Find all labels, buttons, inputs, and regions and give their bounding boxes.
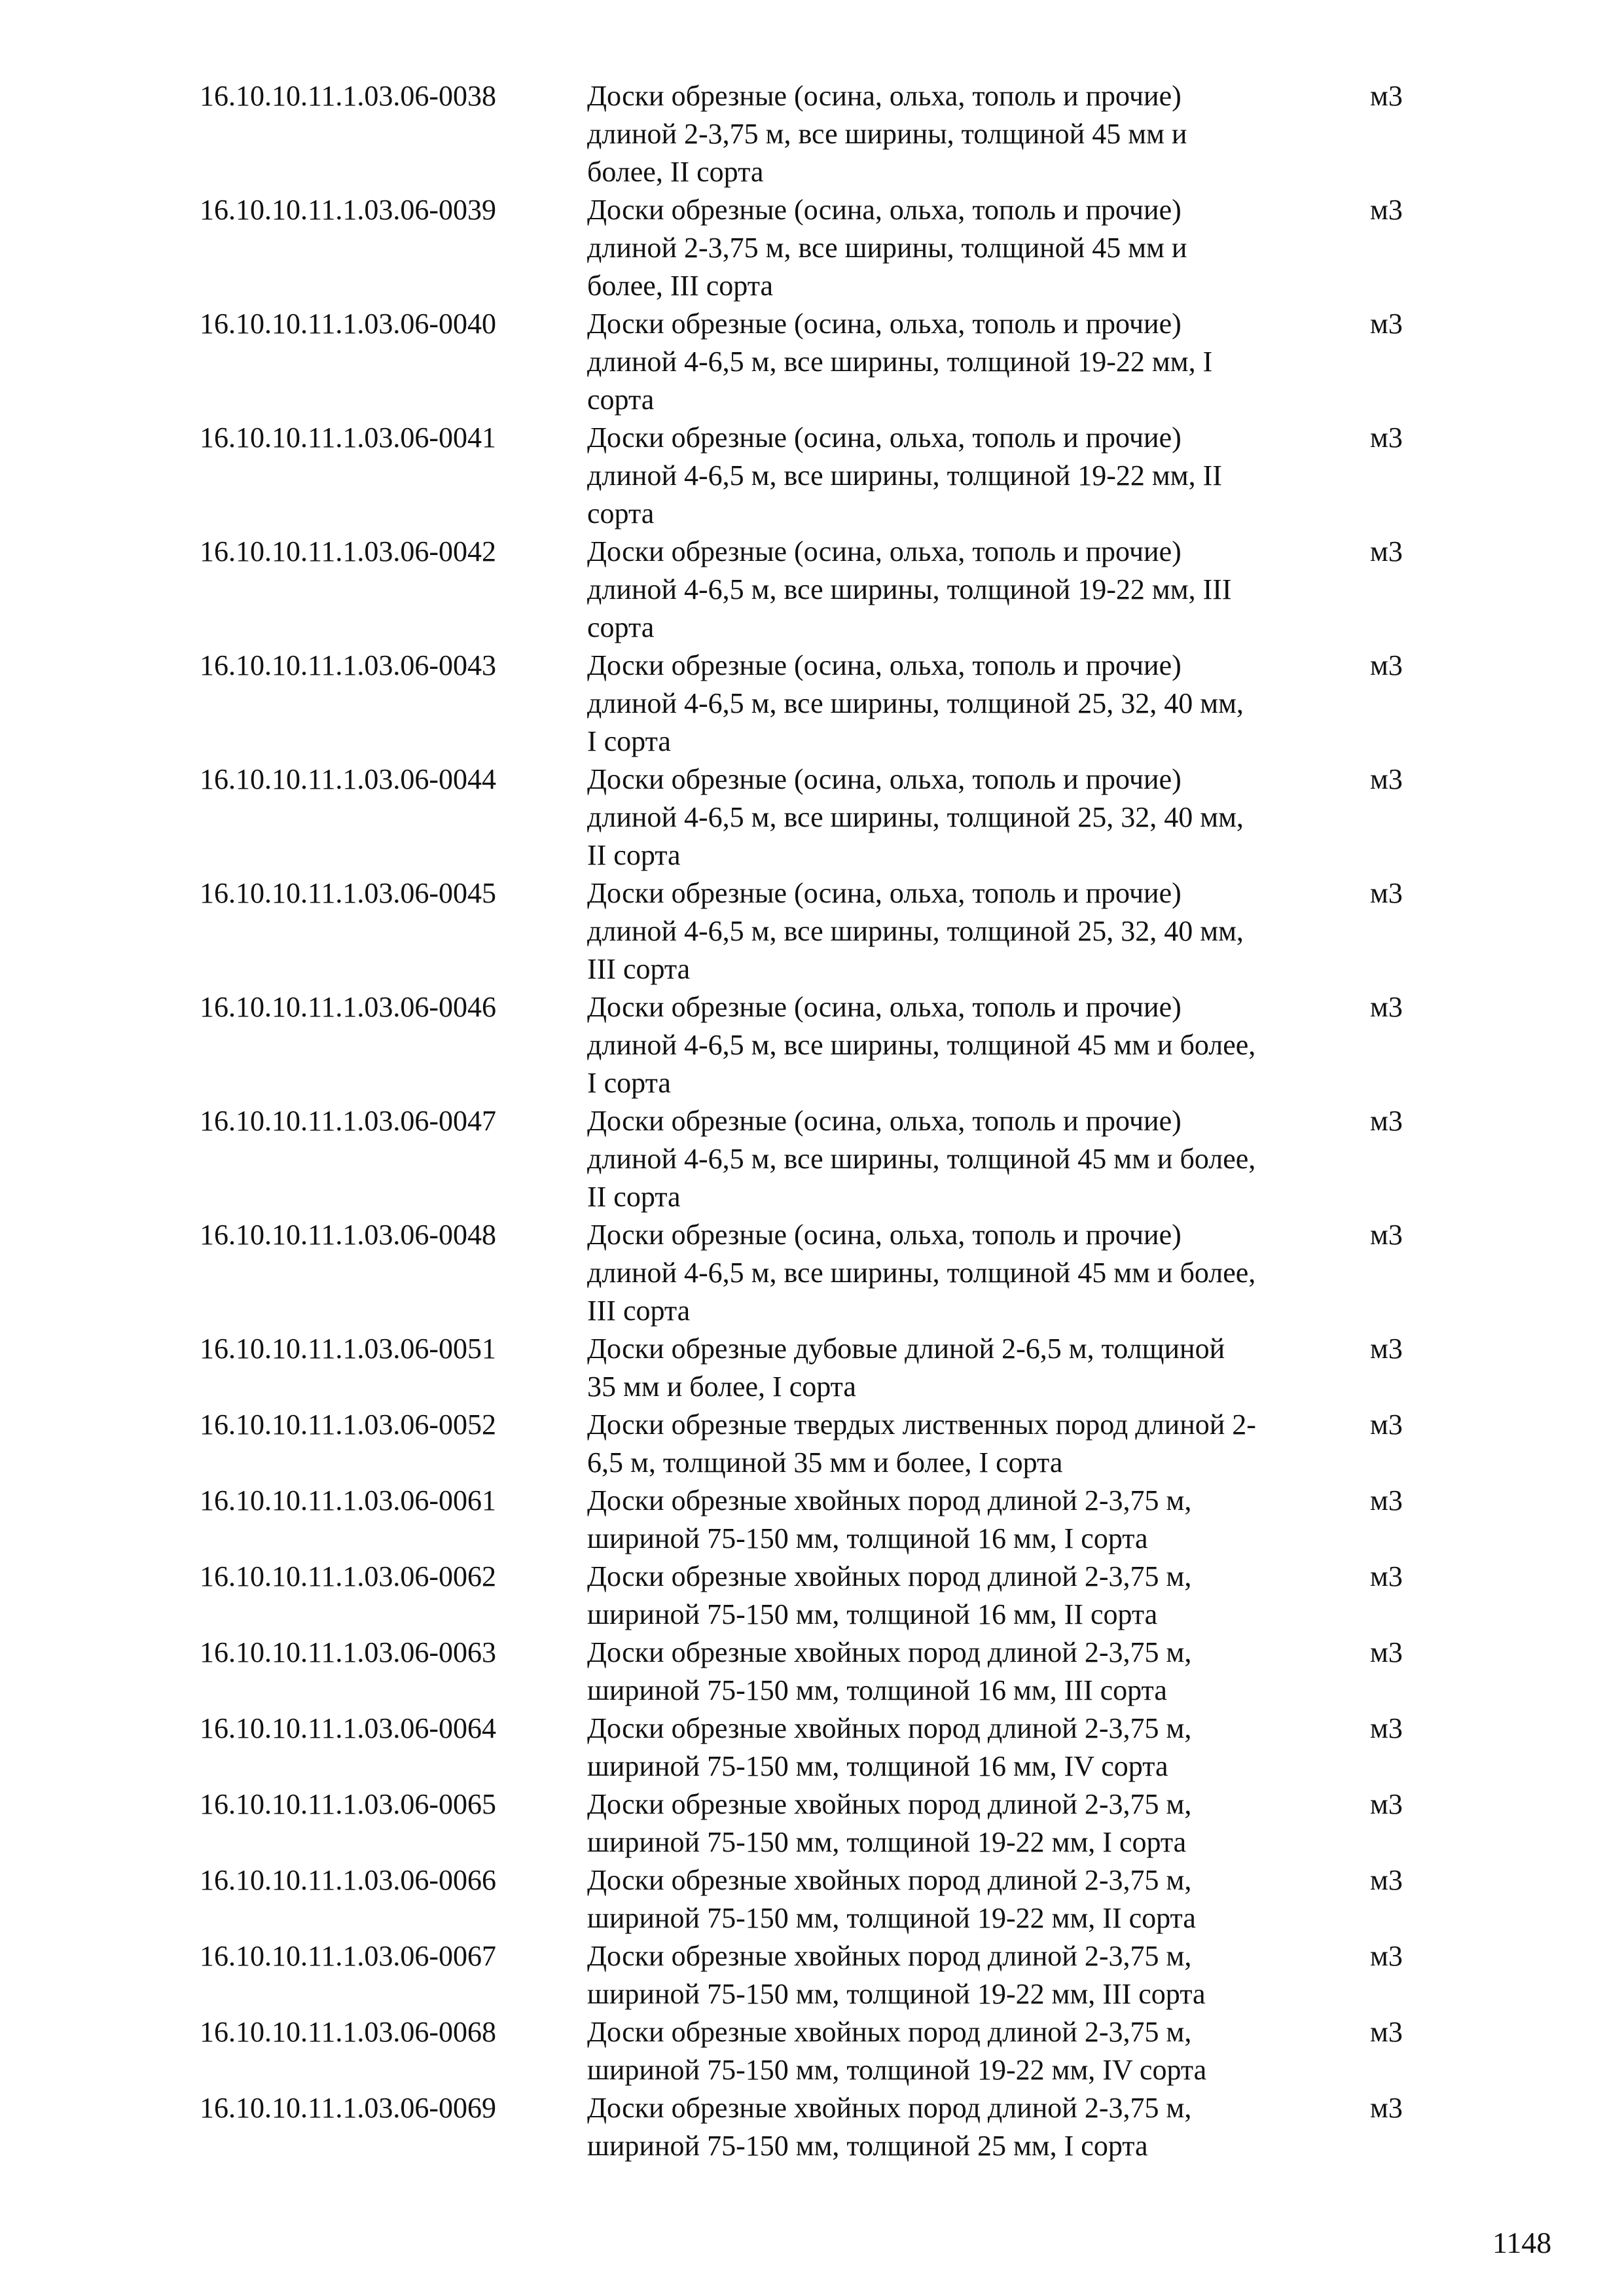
description-line: Доски обрезные (осина, ольха, тополь и прочие) xyxy=(587,308,1182,340)
description-line: Доски обрезные (осина, ольха, тополь и прочие) xyxy=(587,877,1182,909)
item-code: 16.10.10.11.1.03.06-0041 xyxy=(200,422,497,454)
item-code: 16.10.10.11.1.03.06-0048 xyxy=(200,1219,497,1251)
description-line: Доски обрезные (осина, ольха, тополь и прочие) xyxy=(587,535,1182,567)
item-code: 16.10.10.11.1.03.06-0061 xyxy=(200,1484,497,1516)
table-row xyxy=(200,1330,1443,1406)
description-line: Доски обрезные (осина, ольха, тополь и прочие) xyxy=(587,1219,1182,1251)
description-line: III сорта xyxy=(587,1295,691,1327)
item-description xyxy=(587,1406,1360,1482)
description-line: длиной 4-6,5 м, все ширины, толщиной 19-22 мм, III xyxy=(587,573,1232,605)
item-unit: м3 xyxy=(1370,1560,1403,1592)
item-code: 16.10.10.11.1.03.06-0046 xyxy=(200,991,497,1023)
item-code: 16.10.10.11.1.03.06-0051 xyxy=(200,1333,497,1365)
description-line: длиной 4-6,5 м, все ширины, толщиной 25, 32, 40 мм, xyxy=(587,915,1244,947)
description-line: Доски обрезные хвойных пород длиной 2-3,75 м, xyxy=(587,1484,1192,1516)
item-description xyxy=(587,874,1360,988)
table-row xyxy=(200,191,1443,305)
description-line: Доски обрезные хвойных пород длиной 2-3,75 м, xyxy=(587,1560,1192,1592)
description-line: шириной 75-150 мм, толщиной 16 мм, II сорта xyxy=(587,1598,1158,1630)
item-unit: м3 xyxy=(1370,763,1403,795)
item-code: 16.10.10.11.1.03.06-0044 xyxy=(200,763,497,795)
description-line: длиной 4-6,5 м, все ширины, толщиной 19-22 мм, II xyxy=(587,459,1222,492)
item-unit: м3 xyxy=(1370,1408,1403,1441)
item-code: 16.10.10.11.1.03.06-0045 xyxy=(200,877,497,909)
item-unit: м3 xyxy=(1370,535,1403,567)
description-line: Доски обрезные (осина, ольха, тополь и прочие) xyxy=(587,991,1182,1023)
item-unit: м3 xyxy=(1370,877,1403,909)
description-line: длиной 4-6,5 м, все ширины, толщиной 25, 32, 40 мм, xyxy=(587,687,1244,719)
description-line: Доски обрезные хвойных пород длиной 2-3,75 м, xyxy=(587,1636,1192,1668)
description-line: Доски обрезные (осина, ольха, тополь и прочие) xyxy=(587,194,1182,226)
description-line: шириной 75-150 мм, толщиной 19-22 мм, IV сорта xyxy=(587,2054,1207,2086)
item-unit: м3 xyxy=(1370,2092,1403,2124)
description-line: Доски обрезные (осина, ольха, тополь и прочие) xyxy=(587,422,1182,454)
item-description xyxy=(587,1785,1360,1861)
item-description xyxy=(587,1216,1360,1330)
item-unit: м3 xyxy=(1370,1940,1403,1972)
item-unit: м3 xyxy=(1370,422,1403,454)
description-line: более, II сорта xyxy=(587,156,764,188)
description-line: сорта xyxy=(587,384,655,416)
table-row xyxy=(200,419,1443,533)
description-line: длиной 2-3,75 м, все ширины, толщиной 45 мм и xyxy=(587,118,1187,150)
description-line: шириной 75-150 мм, толщиной 19-22 мм, II сорта xyxy=(587,1902,1196,1934)
item-code: 16.10.10.11.1.03.06-0040 xyxy=(200,308,497,340)
item-code: 16.10.10.11.1.03.06-0069 xyxy=(200,2092,497,2124)
description-line: 35 мм и более, I сорта xyxy=(587,1371,856,1403)
table-row xyxy=(200,1406,1443,1482)
item-code: 16.10.10.11.1.03.06-0068 xyxy=(200,2016,497,2048)
table-row xyxy=(200,1102,1443,1216)
item-code: 16.10.10.11.1.03.06-0067 xyxy=(200,1940,497,1972)
item-unit: м3 xyxy=(1370,1636,1403,1668)
description-line: Доски обрезные хвойных пород длиной 2-3,75 м, xyxy=(587,1864,1192,1896)
table-row xyxy=(200,1216,1443,1330)
item-description xyxy=(587,533,1360,647)
item-description xyxy=(587,77,1360,191)
table-row xyxy=(200,2013,1443,2089)
item-description xyxy=(587,1330,1360,1406)
item-code: 16.10.10.11.1.03.06-0043 xyxy=(200,649,497,681)
description-line: Доски обрезные хвойных пород длиной 2-3,75 м, xyxy=(587,1788,1192,1820)
description-line: II сорта xyxy=(587,839,681,871)
item-code: 16.10.10.11.1.03.06-0039 xyxy=(200,194,497,226)
table-row xyxy=(200,1785,1443,1861)
description-line: сорта xyxy=(587,497,655,529)
item-code: 16.10.10.11.1.03.06-0042 xyxy=(200,535,497,567)
description-line: шириной 75-150 мм, толщиной 19-22 мм, I сорта xyxy=(587,1826,1187,1858)
description-line: Доски обрезные (осина, ольха, тополь и прочие) xyxy=(587,763,1182,795)
item-description xyxy=(587,1482,1360,1558)
item-unit: м3 xyxy=(1370,649,1403,681)
item-code: 16.10.10.11.1.03.06-0065 xyxy=(200,1788,497,1820)
item-code: 16.10.10.11.1.03.06-0062 xyxy=(200,1560,497,1592)
item-description xyxy=(587,305,1360,419)
table-row xyxy=(200,647,1443,761)
table-row xyxy=(200,1558,1443,1634)
item-unit: м3 xyxy=(1370,1864,1403,1896)
table-row xyxy=(200,1482,1443,1558)
description-line: длиной 4-6,5 м, все ширины, толщиной 45 мм и более, xyxy=(587,1143,1256,1175)
item-description xyxy=(587,2013,1360,2089)
description-line: Доски обрезные хвойных пород длиной 2-3,75 м, xyxy=(587,1712,1192,1744)
item-description xyxy=(587,1937,1360,2013)
item-description xyxy=(587,1861,1360,1937)
description-line: II сорта xyxy=(587,1181,681,1213)
item-unit: м3 xyxy=(1370,1712,1403,1744)
item-code: 16.10.10.11.1.03.06-0063 xyxy=(200,1636,497,1668)
table-row xyxy=(200,1937,1443,2013)
item-description xyxy=(587,2089,1360,2165)
description-line: Доски обрезные дубовые длиной 2-6,5 м, толщиной xyxy=(587,1333,1225,1365)
description-line: шириной 75-150 мм, толщиной 16 мм, I сорта xyxy=(587,1522,1148,1554)
item-unit: м3 xyxy=(1370,2016,1403,2048)
item-unit: м3 xyxy=(1370,1333,1403,1365)
table-row xyxy=(200,305,1443,419)
item-description xyxy=(587,1102,1360,1216)
description-line: Доски обрезные хвойных пород длиной 2-3,75 м, xyxy=(587,2092,1192,2124)
item-unit: м3 xyxy=(1370,1105,1403,1137)
item-unit: м3 xyxy=(1370,194,1403,226)
description-line: длиной 4-6,5 м, все ширины, толщиной 19-22 мм, I xyxy=(587,346,1213,378)
item-code: 16.10.10.11.1.03.06-0052 xyxy=(200,1408,497,1441)
table-row xyxy=(200,1861,1443,1937)
description-line: более, III сорта xyxy=(587,270,774,302)
table-row xyxy=(200,1634,1443,1710)
table-row xyxy=(200,988,1443,1102)
item-description xyxy=(587,191,1360,305)
description-line: Доски обрезные хвойных пород длиной 2-3,75 м, xyxy=(587,2016,1192,2048)
description-line: шириной 75-150 мм, толщиной 19-22 мм, III сорта xyxy=(587,1978,1206,2010)
item-description xyxy=(587,761,1360,874)
table-row xyxy=(200,761,1443,874)
description-line: шириной 75-150 мм, толщиной 25 мм, I сорта xyxy=(587,2130,1148,2162)
item-unit: м3 xyxy=(1370,308,1403,340)
item-code: 16.10.10.11.1.03.06-0066 xyxy=(200,1864,497,1896)
description-line: длиной 4-6,5 м, все ширины, толщиной 45 мм и более, xyxy=(587,1029,1256,1061)
table-row xyxy=(200,1710,1443,1785)
table-row xyxy=(200,2089,1443,2165)
description-line: I сорта xyxy=(587,725,671,757)
item-description xyxy=(587,988,1360,1102)
description-line: длиной 4-6,5 м, все ширины, толщиной 25, 32, 40 мм, xyxy=(587,801,1244,833)
description-line: Доски обрезные твердых лиственных пород длиной 2- xyxy=(587,1408,1256,1441)
description-line: Доски обрезные хвойных пород длиной 2-3,75 м, xyxy=(587,1940,1192,1972)
item-unit: м3 xyxy=(1370,80,1403,112)
description-line: Доски обрезные (осина, ольха, тополь и прочие) xyxy=(587,649,1182,681)
item-description xyxy=(587,647,1360,761)
item-description xyxy=(587,1558,1360,1634)
table-row xyxy=(200,77,1443,191)
item-code: 16.10.10.11.1.03.06-0038 xyxy=(200,80,497,112)
description-line: Доски обрезные (осина, ольха, тополь и прочие) xyxy=(587,80,1182,112)
description-line: шириной 75-150 мм, толщиной 16 мм, IV сорта xyxy=(587,1750,1168,1782)
description-line: I сорта xyxy=(587,1067,671,1099)
item-description xyxy=(587,1710,1360,1785)
item-unit: м3 xyxy=(1370,1484,1403,1516)
description-line: сорта xyxy=(587,611,655,643)
description-line: III сорта xyxy=(587,953,691,985)
item-unit: м3 xyxy=(1370,991,1403,1023)
description-line: шириной 75-150 мм, толщиной 16 мм, III сорта xyxy=(587,1674,1167,1706)
description-line: Доски обрезные (осина, ольха, тополь и прочие) xyxy=(587,1105,1182,1137)
item-description xyxy=(587,1634,1360,1710)
page-number: 1148 xyxy=(1492,2226,1552,2259)
description-line: длиной 4-6,5 м, все ширины, толщиной 45 мм и более, xyxy=(587,1257,1256,1289)
description-line: длиной 2-3,75 м, все ширины, толщиной 45 мм и xyxy=(587,232,1187,264)
table-row xyxy=(200,533,1443,647)
price-list-table xyxy=(200,77,1443,2165)
item-code: 16.10.10.11.1.03.06-0064 xyxy=(200,1712,497,1744)
item-code: 16.10.10.11.1.03.06-0047 xyxy=(200,1105,497,1137)
description-line: 6,5 м, толщиной 35 мм и более, I сорта xyxy=(587,1446,1063,1479)
table-row xyxy=(200,874,1443,988)
item-unit: м3 xyxy=(1370,1788,1403,1820)
item-unit: м3 xyxy=(1370,1219,1403,1251)
item-description xyxy=(587,419,1360,533)
